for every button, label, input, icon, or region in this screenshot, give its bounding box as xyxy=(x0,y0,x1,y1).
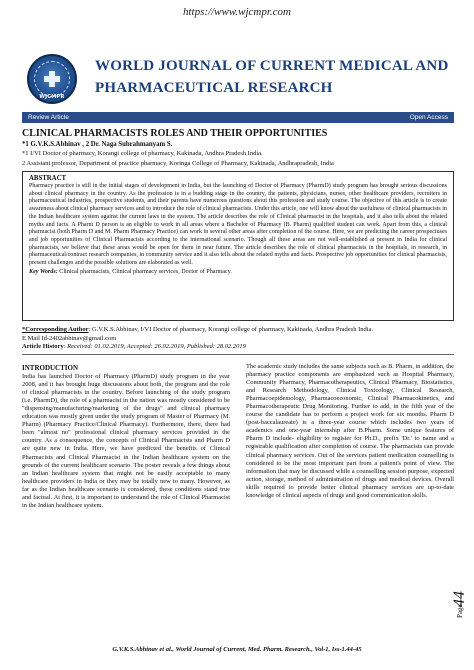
right-column-text: The academic study includes the same subjects such as B. Pharm, in addition, the pharmacy practice components are emphasized such as Hospital Pharmacy, Community Pharmacy, Pharmacotherapeutics, Clinical Pharmacy, Biostatistics, and Research Methodology, Clinical Toxicology, Clinical Research, Pharmacoepidemology, Pharmacoeconomic, Clinical Pharmacokinetics, and Pharmacotherapeutic Drug Monitoring. Further to add, in the fifth year of the course the candidate has to perform a project work for six months. Pharm D (post-baccalaureate) is a three-year course which includes two years of academics and one-year internship after B.Pharm. Some unique features of Pharm D include- eligibility to register for Ph.D., prefix 'Dr.' to name and a registrable qualification after completion of course. The pharmacists can provide clinical pharmacy services. Out of the services patient medication counselling is considered to be the most important part from a patient's point of view. The information that may be discussed while a counselling session purpose, expected action, storage, method of administration of drugs and medical devices. Overall skills required to provide better clinical pharmacy services are up-to-date knowledge of clinical aspects of drugs and good communication skills. xyxy=(246,363,455,499)
introduction-heading: INTRODUCTION xyxy=(22,364,79,372)
abstract-box xyxy=(22,171,454,321)
footer-citation: G.V.K.S.Abhinav et al., World Journal of Current, Med. Pharm. Research., Vol-1, Iss-1.44-45 xyxy=(112,646,362,653)
article-title: CLINICAL PHARMACISTS ROLES AND THEIR OPPORTUNITIES xyxy=(22,128,328,139)
page-word: Page xyxy=(456,604,464,618)
authors: *1 G.V.K.S.Abhinav , 2 Dr. Naga Subrahmanyam S. xyxy=(22,141,173,148)
right-column xyxy=(246,363,454,500)
corresponding-author-label: *Corresponding Author xyxy=(22,326,89,333)
introduction-text: India has launched Doctor of Pharmacy (PharmD) study program in the year 2008, and it has brought huge discussions about both, the program and the role of clinical pharmacists in the country. Before launching of the study program (i.e. PharmD), the role of a pharmacist in the nation was mostly considered to be "dispensing/manufacturing/marketing of the drugs" and clinical pharmacy education was mostly given under the study program of Master of Pharmacy (M. Pharm) (Pharmacy Practice/Clinical Pharmacy). Furthermore, there, there had been "almost no" professional clinical pharmacy services provided in the country. As a consequence, the concepts of Clinical Pharmacists and Pharm D are quite new in India. Here, we have predicted the benefits of Clinical Pharmacists and Clinical Pharmacist in the Indian healthcare system on the grounds of the current healthcare scenario. The poster reveals a few things about an Indian healthcare system that might not be easily acceptable to many healthcare providers in India or they may be totally new to many. However, as far as the Indian healthcare scenario is considered, these conditions stand true and factual. At first, it is important to understand the role of Clinical Pharmacist in the Indian healthcare system. xyxy=(22,373,230,509)
journal-title xyxy=(95,55,465,99)
affiliation-2: 2 Assistant professor, Department of practice pharmacy, Koringa College of Pharmacy, Kakinada, Andhrapradesh, India xyxy=(22,160,334,167)
left-column xyxy=(22,364,230,510)
affiliation-1: *1 I/VI Doctor of pharmacy, Korangi college of pharmacy, Kakinada, Andhra Pradesh India. xyxy=(22,150,263,157)
access-type: Open Access xyxy=(409,114,448,121)
keywords-text: Clinical pharmacists, Clinical pharmacy services, Doctor of Pharmacy. xyxy=(59,268,232,275)
author-email[interactable]: E Mail Id-2402abhinav@gmail.com xyxy=(22,334,117,342)
keywords xyxy=(29,269,447,275)
corresponding-author-text: : G.V.K.S.Abhinav, I/VI Doctor of pharmacy, Korangi college of pharmacy, Kakinada, Andhra Pradesh India. xyxy=(88,326,374,333)
article-type: Review Article xyxy=(28,114,69,121)
page-number xyxy=(450,590,472,650)
logo-cross-icon-bar xyxy=(44,76,60,82)
article-history-dates: Received: 01.02.2019, Accepted: 26.02.2019, Published: 28.02.2019 xyxy=(67,343,246,350)
abstract-body: Pharmacy practice is still in the initial stages of development in India, but the launching of Doctor of Pharmacy (PharmD) study program has brought serious discussions about clinical pharmacy in the country. As the profession is in a budding stage in the country, the patients, physicians, nurses, other healthcare providers, recruiters in pharmaceutical industries, prospective students, and their parents have numerous questions about this profession and study course. The objective of this article is to create awareness about clinical pharmacy services and to introduce the role of clinical pharmacists. Under this article, one will know about the usefulness of clinical pharmacists in the Indian healthcare system against the current laws in the system. The article describes the role of Clinical pharmacist in the hospitals, and it also tells about the related myths and facts. A Pharm D person is an eligible to work in all areas where a Bachelor of Pharmacy (B. Pharm) qualified student can work. Apart from this, a clinical pharmacist (both Pharm D and M. Pharm Pharmacy Practice) can work in several other areas after completion of the course. Here, we are predicting the career prospectuses and job opportunities of Clinical Pharmacists according to the international scenario. Though all these areas are not well-established at present in India for clinical pharmacists, we believe that these areas would be open for them in near future. The article describes the role of clinical pharmacists in the hospitals, in research, in pharmaceutical/contract research companies, in community service and it also tells about the related myths and facts. Prospective job opportunities for clinical pharmacists, present challenges and the possible solutions are elaborated as well. xyxy=(29,183,447,267)
journal-title-line1: WORLD JOURNAL OF CURRENT MEDICAL AND xyxy=(95,58,449,74)
journal-logo xyxy=(27,54,77,104)
article-history: Article History: Received: 01.02.2019, Accepted: 26.02.2019, Published: 28.02.2019 xyxy=(22,343,246,350)
journal-url[interactable]: https://www.wjcmpr.com xyxy=(183,6,291,18)
divider xyxy=(22,354,454,355)
article-type-bar xyxy=(22,112,454,123)
corresponding-author xyxy=(22,326,454,343)
abstract-heading: ABSTRACT xyxy=(29,175,67,182)
keywords-label: Key Words: xyxy=(29,268,58,275)
logo-text: WJCMPR xyxy=(39,94,65,100)
journal-title-line2: PHARMACEUTICAL RESEARCH xyxy=(95,80,333,96)
article-history-label: Article History xyxy=(22,343,64,350)
page-number-value: 44 xyxy=(451,591,468,607)
